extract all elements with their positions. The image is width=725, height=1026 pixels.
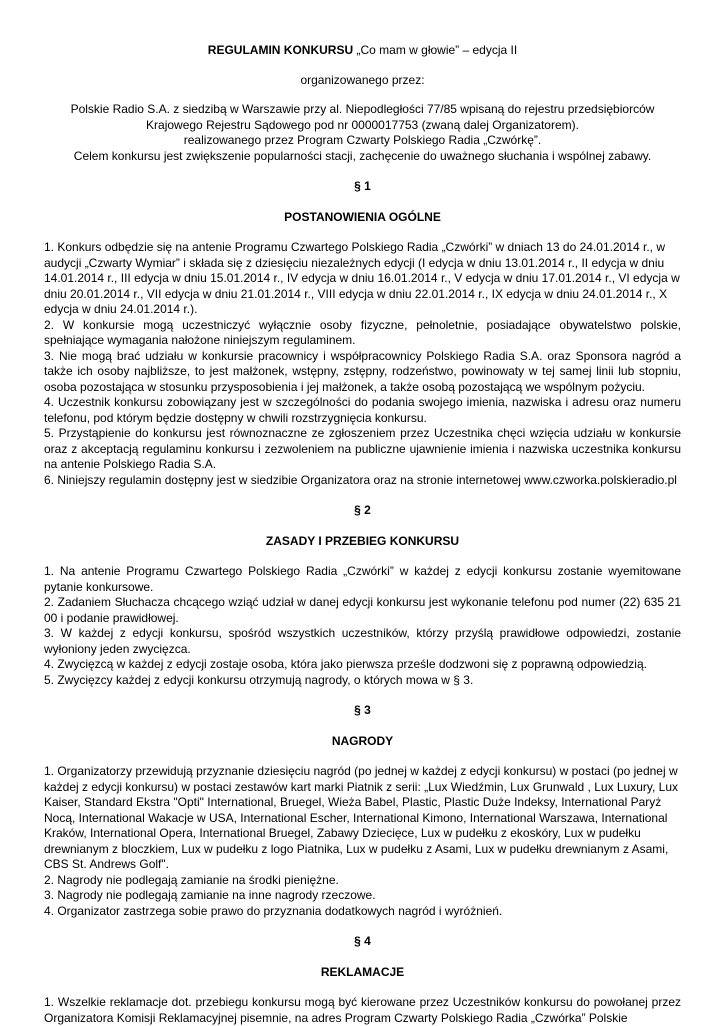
- section-title: REKLAMACJE: [320, 964, 405, 979]
- section-paragraph: 1. Na antenie Programu Czwartego Polskiego Radia „Czwórki” w każdej z edycji konkursu zostanie wyemitowane pytanie konkursowe.: [44, 564, 681, 594]
- section-paragraph: 5. Zwycięzcy każdej z edycji konkursu otrzymują nagrody, o których mowa w § 3.: [44, 672, 474, 687]
- section-paragraph: 3. W każdej z edycji konkursu, spośród wszystkich uczestników, którzy przyślą prawidłowe odpowiedzi, zostanie wyłoniony jeden zwycięzca.: [44, 626, 681, 656]
- section-paragraph: 4. Uczestnik konkursu zobowiązany jest w szczególności do podania swojego imienia, nazwiska i adresu oraz numeru telefonu, pod którym będzie dostępny w chwili rozstrzygnięcia konkursu.: [44, 395, 681, 425]
- section-paragraph: 6. Niniejszy regulamin dostępny jest w siedzibie Organizatora oraz na stronie internetowej www.czworka.polskieradio.pl: [44, 472, 677, 487]
- section-body: [44, 564, 681, 688]
- section-body: [44, 240, 681, 488]
- intro-line: Celem konkursu jest zwiększenie popularności stacji, zachęcenie do uważnego słuchania i wspólnej zabawy.: [73, 148, 652, 163]
- section-paragraph: 4. Zwycięzcą w każdej z edycji zostaje osoba, która jako pierwsza prześle dodzwoni się z poprawną odpowiedzią.: [44, 657, 647, 671]
- section-paragraph: 2. W konkursie mogą uczestniczyć wyłącznie osoby fizyczne, pełnoletnie, posiadające obywatelstwo polskie, spełniające wymagania nałożone niniejszym regulaminem.: [44, 317, 681, 347]
- intro-line: realizowanego przez Program Czwarty Polskiego Radia „Czwórkę”.: [183, 133, 542, 147]
- section-title: NAGRODY: [331, 733, 394, 748]
- section-number: § 1: [354, 179, 371, 193]
- intro-block: [44, 102, 681, 164]
- section-paragraph: 2. Nagrody nie podlegają zamianie na środki pieniężne.: [44, 872, 339, 887]
- document-title: [44, 43, 681, 59]
- section-paragraph: 1. Wszelkie reklamacje dot. przebiegu konkursu mogą być kierowane przez Uczestników konkursu do powołanej przez Organizatora Komisji Reklamacyjnej pisemnie, na adres Program Czwarty Polskiego Radia „Czwórka” Polskie: [44, 995, 681, 1025]
- intro-line: Polskie Radio S.A. z siedzibą w Warszawie przy al. Niepodległości 77/85 wpisaną do rejestru przedsiębiorców: [70, 102, 655, 116]
- section-paragraph: 1. Organizatorzy przewidują przyznanie dziesięciu nagród (po jednej w każdej z edycji konkursu) w postaci (po jednej w każdej z edycji konkursu) w postaci zestawów kart marki Piatnik z serii: „Lux Wiedźmin, Lux Grunwald , Lux Luxury, Lux Kaiser, Standard Ekstra "Opti" International, Bruegel, Wieża Babel, Plastic, Plastic Duże Indeksy, International Paryż Nocą, International Wakacje w USA, International Escher, International Kimono, International Warszawa, International Kraków, International Opera, International Bruegel, Zabawy Dziecięce, Lux w pudełku z ekoskóry, Lux w pudełku drewnianym z bloczkiem, Lux w pudełku z logo Piatnika, Lux w pudełku z Asami, Lux w pudełku drewnianym z Asami, CBS St. Andrews Golf".: [44, 764, 679, 871]
- section-body: [44, 995, 681, 1026]
- section-paragraph: 3. Nagrody nie podlegają zamianie na inne nagrody rzeczowe.: [44, 888, 376, 902]
- section-paragraph: 1. Konkurs odbędzie się na antenie Programu Czwartego Polskiego Radia „Czwórki” w dniach 13 do 24.01.2014 r., w audycji „Czwarty Wymiar” i składa się z dziesięciu niezależnych edycji (I edycja w dniu 13.01.2014 r., II edycja w dniu 14.01.2014 r., III edycja w dniu 15.01.2014 r., IV edycja w dniu 16.01.2014 r., V edycja w dniu 17.01.2014 r., VI edycja w dniu 20.01.2014 r., VII edycja w dniu 21.01.2014 r., VIII edycja w dniu 22.01.2014 r., IX edycja w dniu 24.01.2014 r., X edycja w dniu 24.01.2014 r.).: [44, 240, 680, 316]
- section-number: § 4: [354, 934, 371, 948]
- section-title: ZASADY I PRZEBIEG KONKURSU: [265, 533, 460, 548]
- intro-line: Krajowego Rejestru Sądowego pod nr 0000017753 (zwaną dalej Organizatorem).: [146, 117, 579, 132]
- section-paragraph: 2. Zadaniem Słuchacza chcącego wziąć udział w danej edycji konkursu jest wykonanie telefonu pod numer (22) 635 21 00 i podanie prawidłowej.: [44, 595, 681, 625]
- organized-by-line: organizowanego przez:: [300, 72, 425, 87]
- document-title-rest: „Co mam w głowie” – edycja II: [353, 43, 518, 57]
- section-number: § 2: [354, 503, 371, 517]
- section-paragraph: 3. Nie mogą brać udziału w konkursie pracownicy i współpracownicy Polskiego Radia S.A. oraz Sponsora nagród a także ich osoby najbliższe, to jest małżonek, wstępny, zstępny, rodzeństwo, powinowaty w tej samej linii lub stopniu, osoba pozostająca w stosunku przysposobienia i jej małżonek, a także osobą pozostającą we wspólnym pożyciu.: [44, 348, 681, 394]
- section-number: § 3: [354, 703, 371, 717]
- section-paragraph: 5. Przystąpienie do konkursu jest równoznaczne ze zgłoszeniem przez Uczestnika chęci wzięcia udziału w konkursie oraz z akceptacją regulaminu konkursu i zezwoleniem na publiczne ujawnienie imienia i nazwiska uczestnika konkursu na antenie Polskiego Radia S.A.: [44, 426, 681, 471]
- section-paragraph: 4. Organizator zastrzega sobie prawo do przyznania dodatkowych nagród i wyróżnień.: [44, 903, 503, 918]
- section-title: POSTANOWIENIA OGÓLNE: [284, 209, 441, 224]
- section-body: [44, 764, 681, 919]
- document-title-bold: REGULAMIN KONKURSU: [207, 43, 354, 57]
